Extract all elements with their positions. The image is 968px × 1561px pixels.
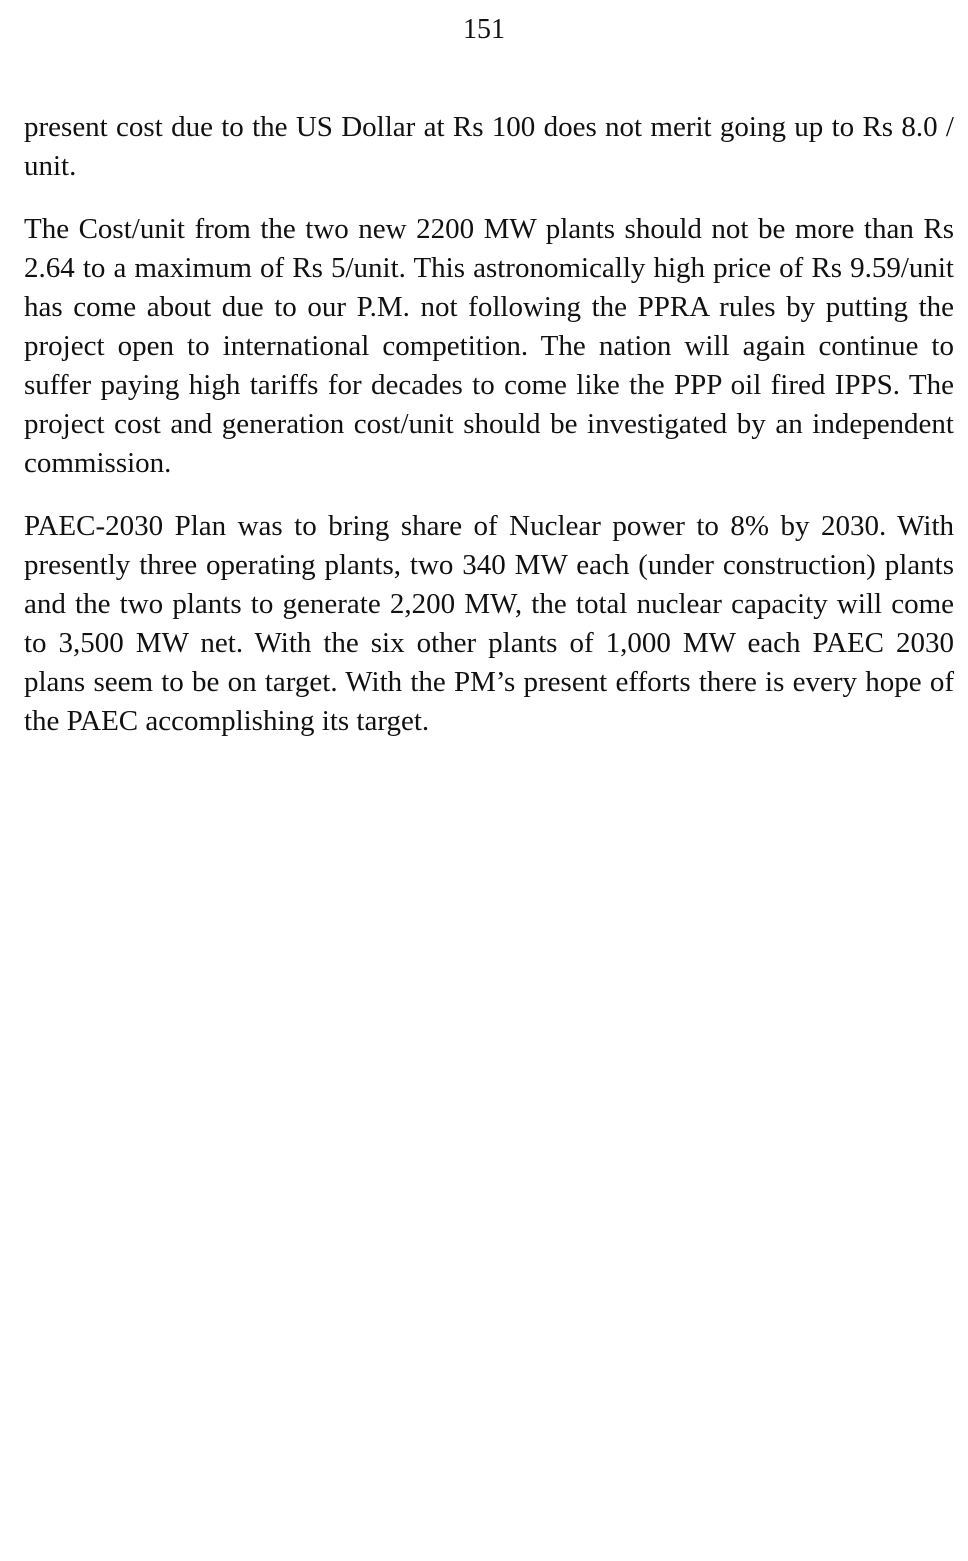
paragraph: The Cost/unit from the two new 2200 MW plants should not be more than Rs 2.64 to a maximum of Rs 5/unit. This astronomically high price of Rs 9.59/unit has come about due to our P.M. not following the PPRA rules by putting the project open to international competition. The nation will again continue to suffer paying high tariffs for decades to come like the PPP oil fired IPPS. The project cost and generation cost/unit should be investigated by an independent commission. xyxy=(24,213,954,479)
body-text xyxy=(24,108,954,765)
page-number: 151 xyxy=(463,14,505,45)
paragraph: present cost due to the US Dollar at Rs 100 does not merit going up to Rs 8.0 / unit. xyxy=(24,111,954,182)
paragraph: PAEC-2030 Plan was to bring share of Nuclear power to 8% by 2030. With presently three operating plants, two 340 MW each (under construction) plants and the two plants to generate 2,200 MW, the total nuclear capacity will come to 3,500 MW net. With the six other plants of 1,000 MW each PAEC 2030 plans seem to be on target. With the PM’s present efforts there is every hope of the PAEC accomplishing its target. xyxy=(24,510,954,737)
